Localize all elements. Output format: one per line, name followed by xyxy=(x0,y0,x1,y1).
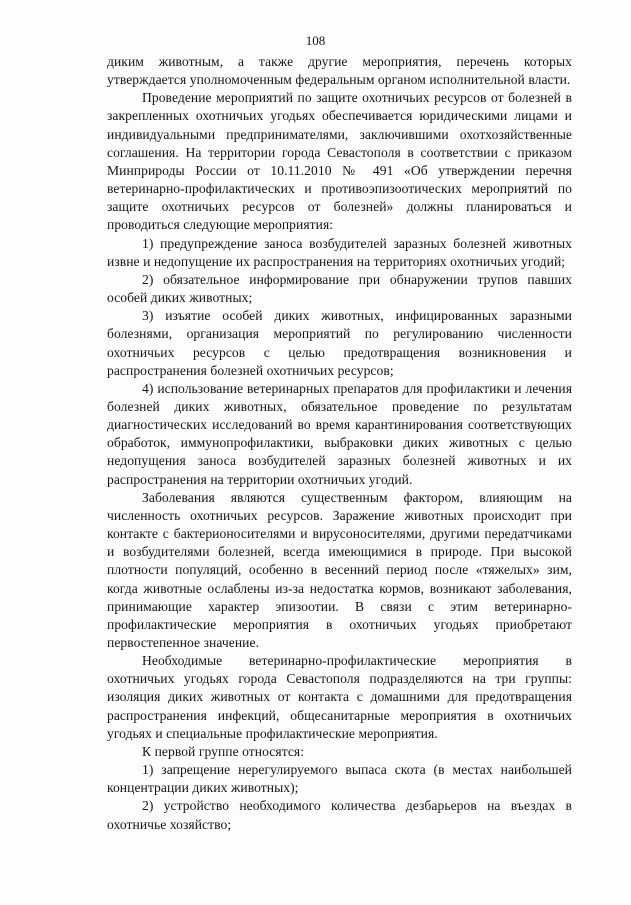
list-item-removal: 3) изъятие особей диких животных, инфицированных заразными болезнями, организация мероприятий по регулированию численности охотничьих ресурсов с целью предотвращения возникновения и распространения болезней охотничьих ресурсов; xyxy=(107,308,572,378)
page-number: 108 xyxy=(305,33,326,48)
paragraph-first-group-heading: К первой группе относятся: xyxy=(142,743,305,759)
paragraph-protection-measures: Проведение мероприятий по защите охотничьих ресурсов от болезней в закрепленных охотничьих угодьях обеспечивается юридическими лицами и индивидуальными предпринимателями, заключившими охотхозяйственные соглашения. На территории города Севастополя в соответствии с приказом Минприроды России от 10.11.2010 № 491 «Об утверждении перечня ветеринарно-профилактических и противоэпизоотических мероприятий по защите охотничьих ресурсов от болезней» должны планироваться и проводиться следующие мероприятия: xyxy=(107,90,572,233)
document-body xyxy=(107,53,572,834)
paragraph-diseases: Заболевания являются существенным фактором, влияющим на численность охотничьих ресурсов. Заражение животных происходит при контакте с бактерионосителями и вирусоносителями, другими передатчиками и возбудителями болезней, всегда имеющимися в природе. При высокой плотности популяций, особенно в весенний период после «тяжелых» зим, когда животные ослаблены из-за недостатка кормов, возникают заболевания, принимающие характер эпизоотии. В связи с этим ветеринарно-профилактические мероприятия в охотничьих угодьях приобретают первостепенное значение. xyxy=(107,489,572,650)
list-item-prevention: 1) предупреждение заноса возбудителей заразных болезней животных извне и недопущение их распространения на территориях охотничьих угодий; xyxy=(107,235,572,269)
paragraph-three-groups: Необходимые ветеринарно-профилактические мероприятия в охотничьих угодьях города Севастополя подразделяются на три группы: изоляция диких животных от контакта с домашними для предотвращения распространения инфекций, общесанитарные мероприятия в охотничьих угодьях и специальные профилактические мероприятия. xyxy=(107,653,572,741)
paragraph-intro-continuation: диким животным, а также другие мероприятия, перечень которых утверждается уполномоченным федеральным органом исполнительной власти. xyxy=(107,54,572,88)
list-item-informing: 2) обязательное информирование при обнаружении трупов павших особей диких животных; xyxy=(107,271,572,306)
list-item-veterinary-drugs: 4) использование ветеринарных препаратов для профилактики и лечения болезней диких животных, обязательное проведение по результатам диагностических исследований во время карантинирования соответствующих обработок, иммунопрофилактики, выбраковки диких животных с целью недопущения заноса возбудителей заразных болезней животных и их распространения на территории охотничьих угодий. xyxy=(107,380,572,487)
list-item-disinfection-barriers: 2) устройство необходимого количества дезбарьеров на въездах в охотничье хозяйство; xyxy=(107,798,572,832)
list-item-grazing-ban: 1) запрещение нерегулируемого выпаса скота (в местах наибольшей концентрации диких животных); xyxy=(107,762,572,796)
